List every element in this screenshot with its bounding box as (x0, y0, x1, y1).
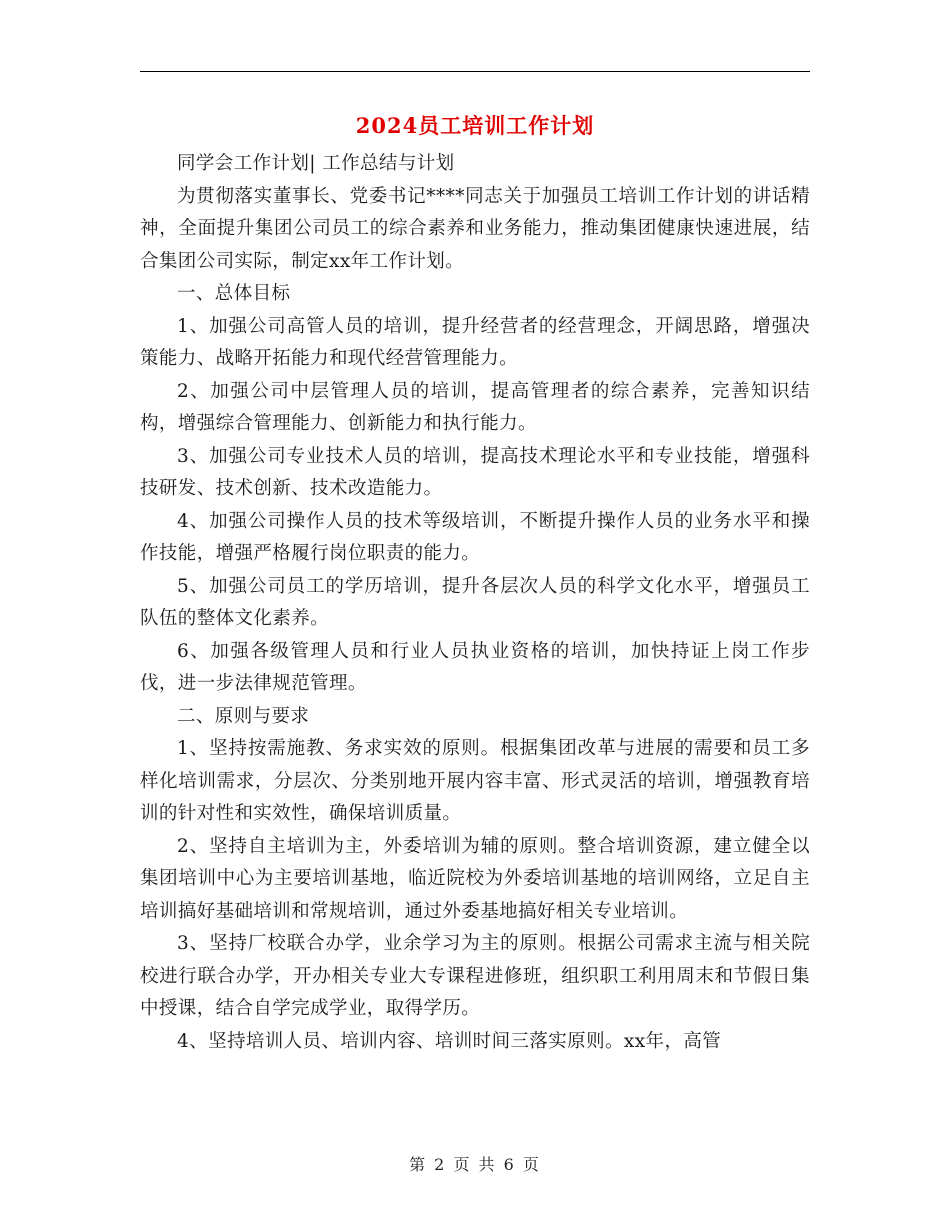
paragraph: 3、坚持厂校联合办学，业余学习为主的原则。根据公司需求主流与相关院校进行联合办学，开办相关专业大专课程进修班，组织职工利用周末和节假日集中授课，结合自学完成学业，取得学历。 (140, 933, 810, 1019)
paragraph: 4、加强公司操作人员的技术等级培训，不断提升操作人员的业务水平和操作技能，增强严格履行岗位职责的能力。 (140, 510, 810, 564)
document-body (140, 148, 810, 1058)
document-title: 2024员工培训工作计划 (355, 113, 595, 138)
section-heading: 二、原则与要求 (177, 705, 310, 727)
paragraph: 2、加强公司中层管理人员的培训，提高管理者的综合素养，完善知识结构，增强综合管理能力、创新能力和执行能力。 (140, 380, 810, 434)
paragraph: 同学会工作计划| 工作总结与计划 (177, 153, 455, 174)
paragraph: 1、坚持按需施教、务求实效的原则。根据集团改革与进展的需要和员工多样化培训需求，分层次、分类别地开展内容丰富、形式灵活的培训，增强教育培训的针对性和实效性，确保培训质量。 (140, 738, 810, 824)
paragraph: 5、加强公司员工的学历培训，提升各层次人员的科学文化水平，增强员工队伍的整体文化素养。 (140, 575, 810, 629)
header-rule (140, 71, 810, 72)
page-number: 第 2 页 共 6 页 (409, 1155, 541, 1174)
paragraph: 为贯彻落实董事长、党委书记****同志关于加强员工培训工作计划的讲话精神，全面提升集团公司员工的综合素养和业务能力，推动集团健康快速进展，结合集团公司实际，制定xx年工作计划。 (140, 185, 810, 272)
paragraph: 3、加强公司专业技术人员的培训，提高技术理论水平和专业技能，增强科技研发、技术创新、技术改造能力。 (140, 445, 810, 499)
paragraph: 2、坚持自主培训为主，外委培训为辅的原则。整合培训资源，建立健全以集团培训中心为主要培训基地，临近院校为外委培训基地的培训网络，立足自主培训搞好基础培训和常规培训，通过外委基地搞好相关专业培训。 (140, 835, 810, 922)
paragraph: 6、加强各级管理人员和行业人员执业资格的培训，加快持证上岗工作步伐，进一步法律规范管理。 (140, 640, 810, 694)
paragraph: 4、坚持培训人员、培训内容、培训时间三落实原则。xx年，高管 (177, 1030, 722, 1052)
paragraph: 1、加强公司高管人员的培训，提升经营者的经营理念，开阔思路，增强决策能力、战略开拓能力和现代经营管理能力。 (140, 315, 810, 369)
section-heading: 一、总体目标 (177, 283, 291, 304)
